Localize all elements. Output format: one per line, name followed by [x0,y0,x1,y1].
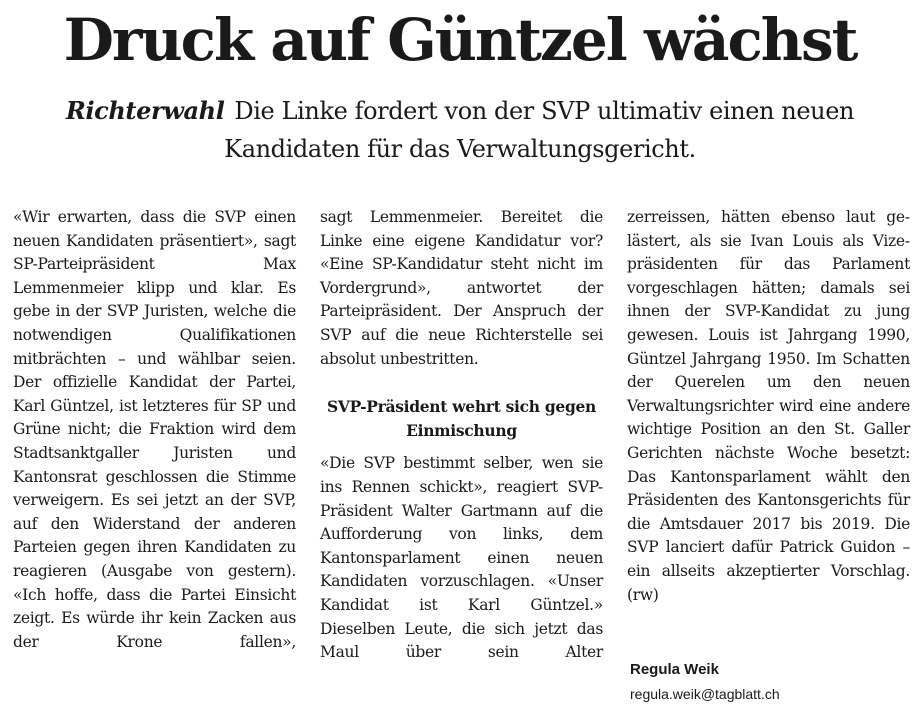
subheadline [40,92,880,168]
kicker: Richterwahl [65,96,225,125]
author-name: Regula Weik [630,661,719,678]
body-paragraph-4 [627,206,910,607]
signoff: (rw) [627,585,659,604]
column-1 [13,206,296,654]
body-text: zerreissen, hätten ebenso laut gelästert, als sie Ivan Louis als Vizepräsidenten für das Parlament vorgeschlagen hätten; damals sei ihnen der SVP-Kandidat zu jung gewesen. Louis ist Jahrgang 1990, Güntzel Jahrgang 1950. Im Schatten der Querelen um den neuen Verwaltungsrichter wird eine andere wichtige Position an den St. Galler Gerichten nächste Woche besetzt: Das Kantonsparlament wählt den Präsidenten des Kantonsgerichts für die Amtsdauer 2017 bis 2019. Die SVP lanciert dafür Patrick Guidon – ein allseits akzeptierter Vorschlag. [627,208,910,580]
body-paragraph-3: «Die SVP bestimmt selber, wen sie ins Rennen schickt», reagiert SVP-Präsident Walter Gartmann auf die Aufforderung von links, dem Kantonsparlament einen neuen Kandidaten vorzuschlagen. «Unser Kandidat ist Karl Güntzel.» Dieselben Leute, die sich jetzt das Maul über sein Alter [320,454,603,662]
section-subtitle: SVP-Präsident wehrt sich gegen Einmischung [326,397,597,440]
column-3 [627,206,910,607]
lead-text: Die Linke fordert von der SVP ultimativ einen neuen Kandidaten für das Verwaltungsgericht. [224,97,855,163]
author-email[interactable]: regula.weik@tagblatt.ch [630,686,780,702]
body-paragraph-2: sagt Lemmenmeier. Bereitet die Linke eine eigene Kandidatur vor? «Eine SP-Kandidatur steht nicht im Vordergrund», antwortet der Parteipräsident. Der Anspruch der SVP auf die neue Richterstelle sei absolut unbestritten. [320,208,603,368]
headline: Druck auf Güntzel wächst [63,6,857,74]
body-paragraph-1: «Wir erwarten, dass die SVP einen neuen Kandidaten präsentiert», sagt SP-Parteipräsident Max Lemmenmeier klipp und klar. Es gebe in der SVP Juristen, welche die notwendigen Qualifikationen mitbrächten – und wählbar seien. Der offizielle Kandidat der Partei, Karl Güntzel, ist letzteres für SP und Grüne nicht; die Fraktion wird dem Stadtsanktgaller Juristen und Kantonsrat geschlossen die Stimme verweigern. Es sei jetzt an der SVP, auf den Widerstand der anderen Parteien gegen ihren Kandidaten zu reagieren (Ausgabe von gestern). «Ich hoffe, dass die Partei Einsicht zeigt. Es würde ihr kein Zacken aus der Krone fallen», [13,208,296,651]
column-2 [320,206,603,665]
